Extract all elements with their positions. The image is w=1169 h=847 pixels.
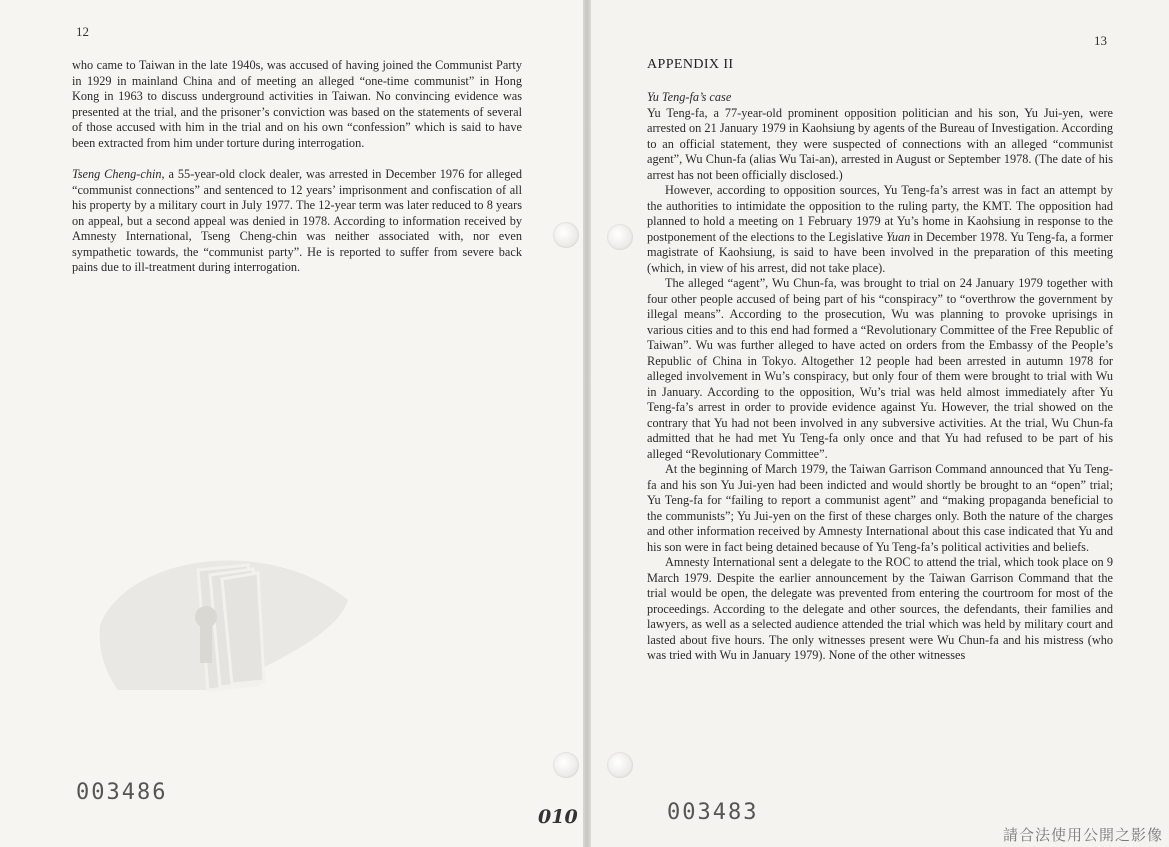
serial-number-left: 003486 <box>76 780 168 805</box>
serial-number-right: 003483 <box>667 800 759 825</box>
binder-hole <box>553 222 579 248</box>
right-page <box>591 0 1169 847</box>
binder-hole <box>607 224 633 250</box>
appendix-heading: APPENDIX II <box>647 57 734 72</box>
paragraph-tseng <box>72 167 522 276</box>
usage-watermark: 請合法使用公開之影像 <box>1002 826 1163 844</box>
paragraph-opposition <box>647 183 1113 276</box>
page-number-right: 13 <box>1094 33 1107 48</box>
tseng-text: , a 55-year-old clock dealer, was arrested in December 1976 for alleged “communist connections” and sentenced to 12 years’ imprisonment and confiscation of all his property by a military court in July 1977. The 12-year term was later reduced to 8 years on appeal, but a second appeal was denied in 1978. According to information received by Amnesty International, Tseng Cheng-chin was neither associated with, nor even sympathetic towards, the “communist party”. He is reported to suffer from severe back pains due to ill-treatment during interrogation. <box>72 167 523 274</box>
amnesty-candle-logo-watermark <box>98 545 353 695</box>
paragraph-arrest: Yu Teng-fa, a 77-year-old prominent opposition politician and his son, Yu Jui-yen, were arrested on 21 January 1979 in Kaohsiung by agents of the Bureau of Investigation. According to an official statement, they were suspected of connections with an alleged “communist agent”, Wu Chun-fa (alias Wu Tai-an), arrested in August or September 1978. (The date of his arrest has not been officially disclosed.) <box>647 105 1113 182</box>
yuan-italic: Yuan <box>886 229 911 244</box>
page-number-left: 12 <box>76 24 89 39</box>
paragraph-agent-trial: The alleged “agent”, Wu Chun-fa, was brought to trial on 24 January 1979 together with four other people accused of being part of his “conspiracy” to “overthrow the government by illegal means”. According to the prosecution, Wu was planning to provoke uprisings in various cities and to this end had formed a “Revolutionary Committee of the Free Republic of Taiwan”. Wu was further alleged to have acted on orders from the Embassy of the People’s Republic of China in Tokyo. Altogether 12 people had been arrested in autumn 1978 for alleged involvement in Wu’s conspiracy, but only four of them were brought to trial with Wu in January. According to the opposition, Wu’s trial was held almost immediately after Yu Teng-fa’s arrest in order to provide evidence against Yu. However, the trial showed on the contrary that Yu had not been involved in any subversive activities. At the trial, Wu Chun-fa admitted that he had met Yu Teng-fa only once and that Yu had refused to be part of his alleged “Revolutionary Committee”. <box>647 276 1113 461</box>
paragraph-indictment: At the beginning of March 1979, the Taiwan Garrison Command announced that Yu Teng-fa and his son Yu Jui-yen had been indicted and would shortly be brought to an “open” trial; Yu Teng-fa for “failing to report a communist agent” and “making propaganda beneficial to the communists”; Yu Jui-yen on the first of these charges only. Both the nature of the charges and other information received by Amnesty International about this case indicated that Yu and his son were in fact being detained because of Yu Teng-fa’s political activities and beliefs. <box>647 462 1113 554</box>
case-subheading: Yu Teng-fa’s case <box>647 90 732 104</box>
left-page <box>0 0 583 847</box>
left-text-column <box>72 58 522 276</box>
tseng-name: Tseng Cheng-chin <box>72 167 162 181</box>
paragraph-delegate: Amnesty International sent a delegate to the ROC to attend the trial, which took place on 9 March 1979. Despite the earlier announcement by the Taiwan Garrison Command that the trial would be open, the delegate was prevented from entering the courtroom for most of the proceedings. According to the delegate and other sources, the defendants, their families and lawyers, as well as a selected audience attended the trial which was held by military court and lasted about five hours. The only witnesses present were Wu Chun-fa and his mistress (who was tried with Wu in January 1979). None of the other witnesses <box>647 555 1113 662</box>
binder-hole <box>553 752 579 778</box>
handwritten-note: 010 <box>538 806 578 828</box>
paragraph-opposition-part2: in December 1978. Yu Teng-fa, a former magistrate of Kaohsiung, is said to have been involved in the preparation of this meeting (which, in view of his arrest, did not take place). <box>647 229 1113 275</box>
paragraph-continuation: who came to Taiwan in the late 1940s, was accused of having joined the Communist Party in 1929 in mainland China and of meeting an alleged “one-time communist” in Hong Kong in 1963 to discuss underground activities in Taiwan. No convincing evidence was presented at the trial, and the prisoner’s conviction was based on the statements of several of those accused with him in the trial and on his own “confession” which is said to have been extracted from him under torture during interrogation. <box>72 58 522 150</box>
page-gutter <box>583 0 591 847</box>
right-text-column <box>647 90 1113 664</box>
binder-hole <box>607 752 633 778</box>
paragraph-opposition-part1: However, according to opposition sources, Yu Teng-fa’s arrest was in fact an attempt by the authorities to intimidate the opposition to the ruling party, the KMT. The opposition had planned to hold a meeting on 1 February 1979 at Yu’s home in Kaohsiung in response to the postponement of the elections to the Legislative <box>647 183 1113 244</box>
